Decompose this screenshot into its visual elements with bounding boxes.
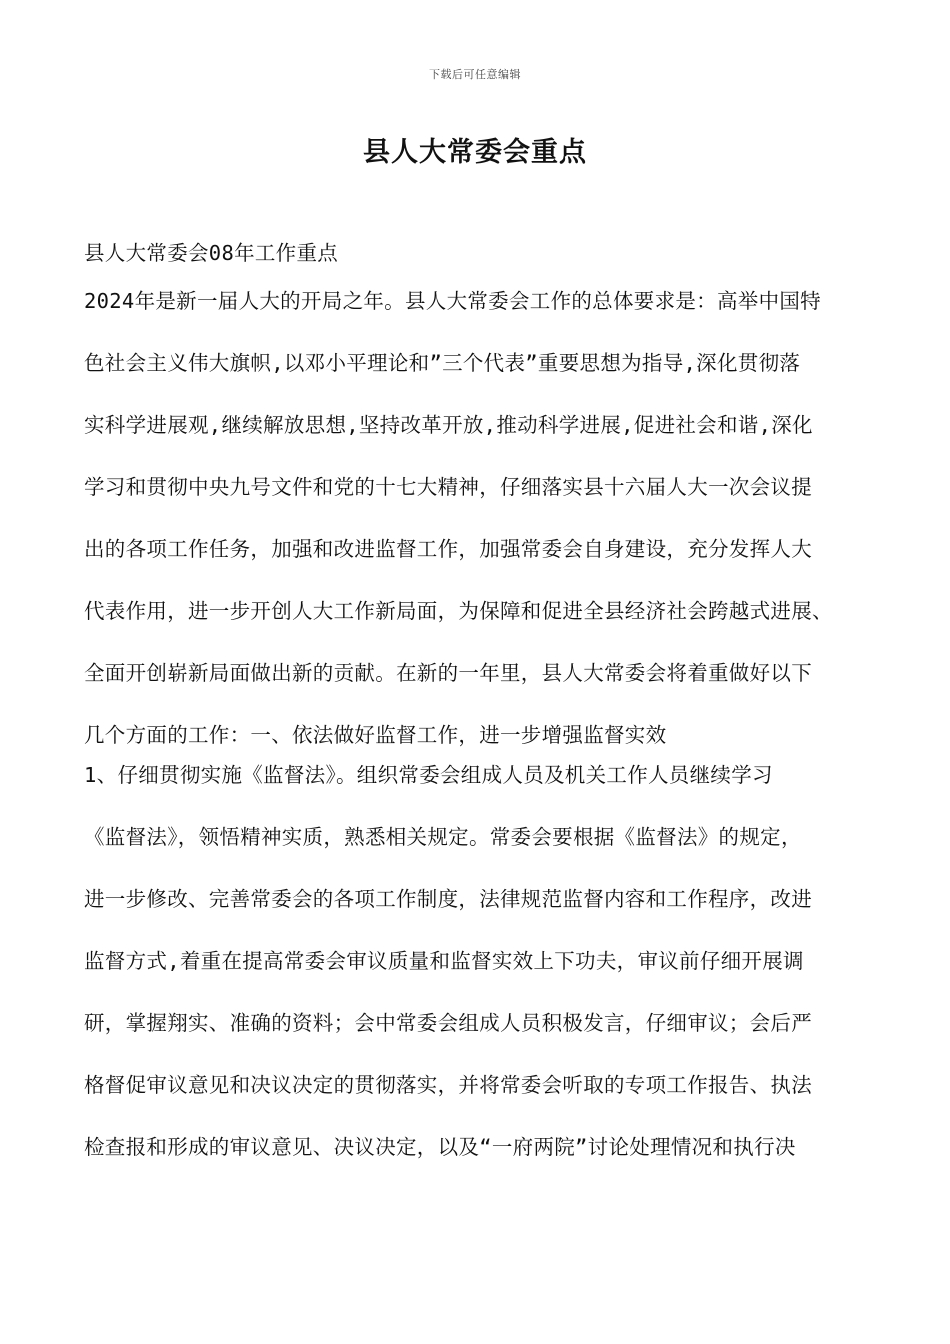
paragraph-line: 几个方面的工作：一、依法做好监督工作，进一步增强监督实效: [84, 723, 667, 747]
document-title: 县人大常委会重点: [363, 137, 587, 168]
paragraph-2: [84, 744, 870, 1178]
paragraph-line: 全面开创崭新局面做出新的贡献。在新的一年里，县人大常委会将着重做好以下: [84, 661, 812, 685]
document-body: [84, 222, 870, 1178]
paragraph-line: 监督方式,着重在提高常委会审议质量和监督实效上下功夫，审议前仔细开展调: [84, 949, 804, 973]
paragraph-1: [84, 270, 870, 766]
paragraph-line: 格督促审议意见和决议决定的贯彻落实，并将常委会听取的专项工作报告、执法: [84, 1073, 812, 1097]
paragraph-line: 色社会主义伟大旗帜,以邓小平理论和”三个代表”重要思想为指导,深化贯彻落: [84, 351, 801, 375]
paragraph-line: 《监督法》，领悟精神实质，熟悉相关规定。常委会要根据《监督法》的规定，: [84, 825, 802, 849]
paragraph-line: 实科学进展观,继续解放思想,坚持改革开放,推动科学进展,促进社会和谐,深化: [84, 413, 813, 437]
paragraph-line: 出的各项工作任务，加强和改进监督工作，加强常委会自身建设，充分发挥人大: [84, 537, 812, 561]
paragraph-line: 1、仔细贯彻实施《监督法》。组织常委会组成人员及机关工作人员继续学习: [84, 763, 773, 787]
paragraph-line: 研，掌握翔实、准确的资料；会中常委会组成人员积极发言，仔细审议；会后严: [84, 1011, 812, 1035]
paragraph-line: 学习和贯彻中央九号文件和党的十七大精神，仔细落实县十六届人大一次会议提: [84, 475, 812, 499]
section-subtitle: [84, 222, 870, 265]
header-note: 下载后可任意编辑: [429, 68, 521, 81]
subtitle-line: 县人大常委会08年工作重点: [84, 241, 339, 265]
paragraph-line: 进一步修改、完善常委会的各项工作制度，法律规范监督内容和工作程序，改进: [84, 887, 812, 911]
paragraph-line: 代表作用，进一步开创人大工作新局面，为保障和促进全县经济社会跨越式进展、: [84, 599, 833, 623]
paragraph-line: 2024年是新一届人大的开局之年。县人大常委会工作的总体要求是：高举中国特: [84, 289, 821, 313]
paragraph-line: 检查报和形成的审议意见、决议决定，以及“一府两院”讨论处理情况和执行决: [84, 1135, 796, 1159]
